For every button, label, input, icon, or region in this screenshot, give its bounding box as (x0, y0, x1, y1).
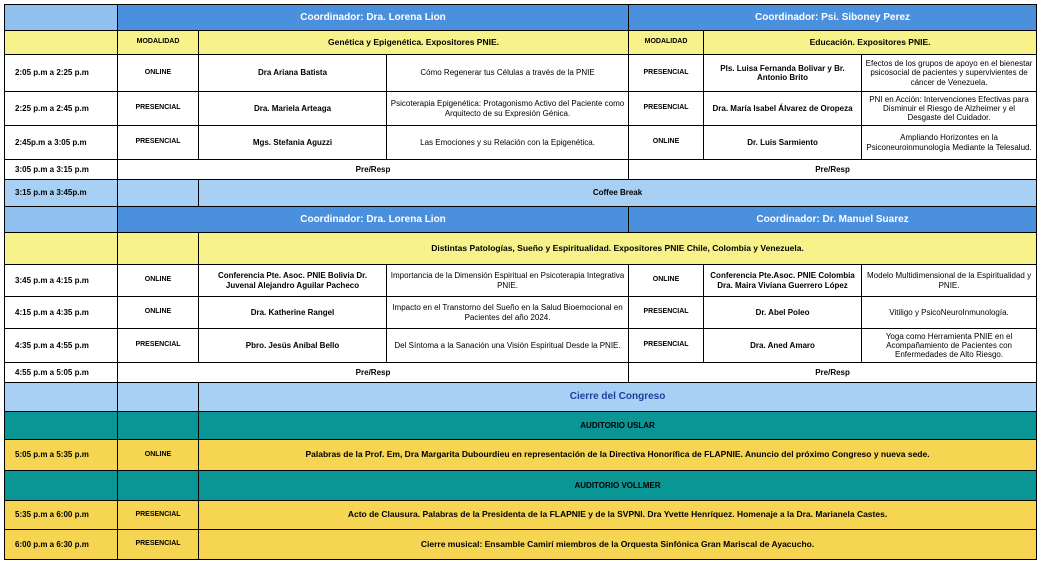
coordinator-left: Coordinador: Dra. Lorena Lion (118, 5, 629, 31)
event-text: Palabras de la Prof. Em, Dra Margarita Dubourdieu en representación de la Directiva Honorífica de FLAPNIE. Anuncio del próximo Congreso y nueva sede. (199, 440, 1037, 471)
time-cell: 2:45p.m a 3:05 p.m (5, 126, 118, 160)
topic-row-1 (5, 31, 1037, 55)
modality-cell: PRESENCIAL (629, 92, 704, 126)
topic-2: Distintas Patologías, Sueño y Espiritualidad. Expositores PNIE Chile, Colombia y Venezuela. (199, 233, 1037, 265)
blank-cell (118, 180, 199, 207)
blank-cell (5, 383, 118, 412)
modality-cell: ONLINE (118, 297, 199, 329)
event-text: Cierre musical: Ensamble Camirí miembros de la Orquesta Sinfónica Gran Mariscal de Ayacucho. (199, 530, 1037, 560)
table-row (5, 329, 1037, 363)
coffee-break-label: Coffee Break (199, 180, 1037, 207)
speaker-cell: Dra. Aned Amaro (704, 329, 862, 363)
preresp-row (5, 160, 1037, 180)
modality-cell: ONLINE (629, 265, 704, 297)
preresp-row (5, 363, 1037, 383)
speaker-cell: Pls. Luisa Fernanda Bolivar y Br. Antonio Brito (704, 55, 862, 92)
talk-title-cell: Psicoterapia Epigenética: Protagonismo Activo del Paciente como Arquitecto de su Expresión Génica. (387, 92, 629, 126)
talk-title-cell: Modelo Multidimensional de la Espiritualidad y PNIE. (862, 265, 1037, 297)
topic-row-2 (5, 233, 1037, 265)
time-cell: 6:00 p.m a 6:30 p.m (5, 530, 118, 560)
talk-title-cell: Ampliando Horizontes en la Psiconeuroinmunología Mediante la Telesalud. (862, 126, 1037, 160)
coordinator-right: Coordinador: Psi. Siboney Perez (629, 5, 1037, 31)
blank-cell (118, 233, 199, 265)
topic-right: Educación. Expositores PNIE. (704, 31, 1037, 55)
modality-cell: ONLINE (118, 265, 199, 297)
blank-cell (118, 412, 199, 440)
table-row (5, 297, 1037, 329)
time-cell: 3:05 p.m a 3:15 p.m (5, 160, 118, 180)
preresp-right: Pre/Resp (629, 160, 1037, 180)
talk-title-cell: Las Emociones y su Relación con la Epigenética. (387, 126, 629, 160)
topic-left: Genética y Epigenética. Expositores PNIE. (199, 31, 629, 55)
modalidad-header-left: MODALIDAD (118, 31, 199, 55)
modality-cell: PRESENCIAL (629, 55, 704, 92)
modalidad-header-right: MODALIDAD (629, 31, 704, 55)
blank-cell (118, 471, 199, 501)
talk-title-cell: Yoga como Herramienta PNIE en el Acompañamiento de Pacientes con Enfermedades de Alto Riesgo. (862, 329, 1037, 363)
preresp-left: Pre/Resp (118, 160, 629, 180)
modality-cell: ONLINE (629, 126, 704, 160)
talk-title-cell: Vitiligo y PsicoNeuroInmunología. (862, 297, 1037, 329)
table-row (5, 92, 1037, 126)
talk-title-cell: Cómo Regenerar tus Células a través de la PNIE (387, 55, 629, 92)
auditorio-uslar-label: AUDITORIO USLAR (199, 412, 1037, 440)
schedule-table (4, 4, 1037, 560)
speaker-cell: Dr. Abel Poleo (704, 297, 862, 329)
speaker-cell: Dra. Mariela Arteaga (199, 92, 387, 126)
modality-cell: PRESENCIAL (118, 126, 199, 160)
speaker-cell: Dr. Luis Sarmiento (704, 126, 862, 160)
auditorio-row (5, 412, 1037, 440)
auditorio-vollmer-label: AUDITORIO VOLLMER (199, 471, 1037, 501)
blank-cell (5, 31, 118, 55)
blank-cell (5, 207, 118, 233)
time-cell: 5:05 p.m a 5:35 p.m (5, 440, 118, 471)
talk-title-cell: Importancia de la Dimensión Espiritual en Psicoterapia Integrativa PNIE. (387, 265, 629, 297)
time-cell: 3:45 p.m a 4:15 p.m (5, 265, 118, 297)
talk-title-cell: PNI en Acción: Intervenciones Efectivas para Disminuir el Riesgo de Alzheimer y el Desgaste del Cuidador. (862, 92, 1037, 126)
speaker-cell: Dra. María Isabel Álvarez de Oropeza (704, 92, 862, 126)
talk-title-cell: Efectos de los grupos de apoyo en el bienestar psicosocial de pacientes y supervivientes de cáncer de Venezuela. (862, 55, 1037, 92)
time-cell: 3:15 p.m a 3:45p.m (5, 180, 118, 207)
time-cell: 4:55 p.m a 5:05 p.m (5, 363, 118, 383)
coordinator-row-2 (5, 207, 1037, 233)
modality-cell: ONLINE (118, 55, 199, 92)
modality-cell: PRESENCIAL (629, 329, 704, 363)
coordinator-right: Coordinador: Dr. Manuel Suarez (629, 207, 1037, 233)
coordinator-left: Coordinador: Dra. Lorena Lion (118, 207, 629, 233)
blank-cell (5, 471, 118, 501)
time-cell: 4:15 p.m a 4:35 p.m (5, 297, 118, 329)
speaker-cell: Conferencia Pte. Asoc. PNIE Bolivia Dr. Juvenal Alejandro Aguilar Pacheco (199, 265, 387, 297)
blank-cell (5, 412, 118, 440)
table-row (5, 126, 1037, 160)
table-row (5, 55, 1037, 92)
time-cell: 5:35 p.m a 6:00 p.m (5, 501, 118, 530)
cierre-label: Cierre del Congreso (199, 383, 1037, 412)
coordinator-row-1 (5, 5, 1037, 31)
blank-cell (5, 233, 118, 265)
blank-cell (5, 5, 118, 31)
auditorio-row (5, 471, 1037, 501)
talk-title-cell: Del Síntoma a la Sanación una Visión Espiritual Desde la PNIE. (387, 329, 629, 363)
modality-cell: PRESENCIAL (118, 329, 199, 363)
speaker-cell: Mgs. Stefania Aguzzi (199, 126, 387, 160)
event-row (5, 440, 1037, 471)
modality-cell: PRESENCIAL (118, 501, 199, 530)
table-row (5, 265, 1037, 297)
speaker-cell: Conferencia Pte.Asoc. PNIE Colombia Dra. Maira Viviana Guerrero López (704, 265, 862, 297)
preresp-left: Pre/Resp (118, 363, 629, 383)
modality-cell: PRESENCIAL (118, 92, 199, 126)
talk-title-cell: Impacto en el Transtorno del Sueño en la Salud Bioemocional en Pacientes del año 2024. (387, 297, 629, 329)
modality-cell: PRESENCIAL (118, 530, 199, 560)
preresp-right: Pre/Resp (629, 363, 1037, 383)
speaker-cell: Pbro. Jesús Aníbal Bello (199, 329, 387, 363)
coffee-break-row (5, 180, 1037, 207)
modality-cell: ONLINE (118, 440, 199, 471)
time-cell: 2:25 p.m a 2:45 p.m (5, 92, 118, 126)
event-row (5, 501, 1037, 530)
time-cell: 4:35 p.m a 4:55 p.m (5, 329, 118, 363)
event-text: Acto de Clausura. Palabras de la Presidenta de la FLAPNIE y de la SVPNI. Dra Yvette Henríquez. Homenaje a la Dra. Marianela Castes. (199, 501, 1037, 530)
speaker-cell: Dra Ariana Batista (199, 55, 387, 92)
cierre-row (5, 383, 1037, 412)
event-row (5, 530, 1037, 560)
speaker-cell: Dra. Katherine Rangel (199, 297, 387, 329)
modality-cell: PRESENCIAL (629, 297, 704, 329)
blank-cell (118, 383, 199, 412)
time-cell: 2:05 p.m a 2:25 p.m (5, 55, 118, 92)
